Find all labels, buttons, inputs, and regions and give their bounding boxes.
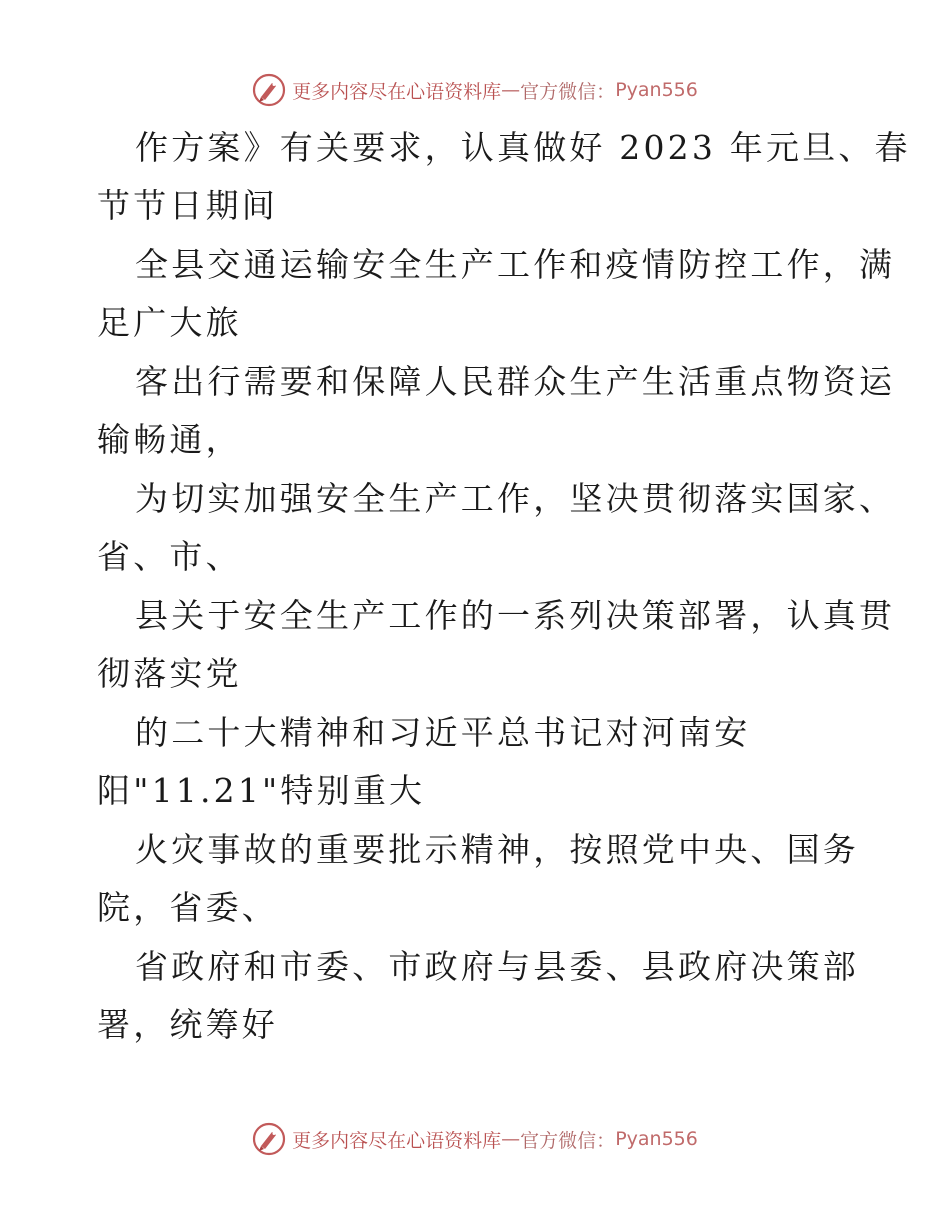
- body-line: 客出行需要和保障人民群众生产生活重点物资运: [135, 362, 896, 401]
- body-line: 火灾事故的重要批示精神，按照党中央、国务: [135, 830, 859, 869]
- body-line: 节节日期间: [97, 186, 278, 225]
- pen-logo-icon: [252, 1122, 286, 1156]
- banner-wechat-id: Pyan556: [615, 1128, 698, 1150]
- body-line: 足广大旅: [97, 303, 242, 342]
- body-line: 省政府和市委、市政府与县委、县政府决策部: [135, 947, 859, 986]
- banner-separator: —: [501, 79, 521, 101]
- banner-separator: —: [501, 1128, 521, 1150]
- body-line: 署，统筹好: [97, 1005, 278, 1044]
- banner-brand-text: 更多内容尽在心语资料库: [292, 80, 502, 103]
- body-line: 县关于安全生产工作的一系列决策部署，认真贯: [135, 596, 896, 635]
- body-line: 阳"11.21"特别重大: [97, 771, 426, 810]
- body-line: 输畅通，: [97, 420, 242, 459]
- body-line: 彻落实党: [97, 654, 242, 693]
- body-line: 为切实加强安全生产工作，坚决贯彻落实国家、: [135, 479, 896, 518]
- banner-contact-label: 官方微信：: [520, 80, 616, 103]
- body-line: 的二十大精神和习近平总书记对河南安: [135, 713, 751, 752]
- body-line: 省、市、: [97, 537, 242, 576]
- pen-logo-icon: [252, 73, 286, 107]
- footer-watermark-banner: [0, 1119, 950, 1159]
- banner-brand-text: 更多内容尽在心语资料库: [292, 1129, 502, 1152]
- body-line: 院，省委、: [97, 888, 278, 927]
- body-line: 作方案》有关要求，认真做好 2023 年元旦、春: [135, 128, 911, 167]
- body-line: 全县交通运输安全生产工作和疫情防控工作，满: [135, 245, 896, 284]
- banner-contact-label: 官方微信：: [520, 1129, 616, 1152]
- header-watermark-banner: [0, 70, 950, 110]
- banner-wechat-id: Pyan556: [615, 79, 698, 101]
